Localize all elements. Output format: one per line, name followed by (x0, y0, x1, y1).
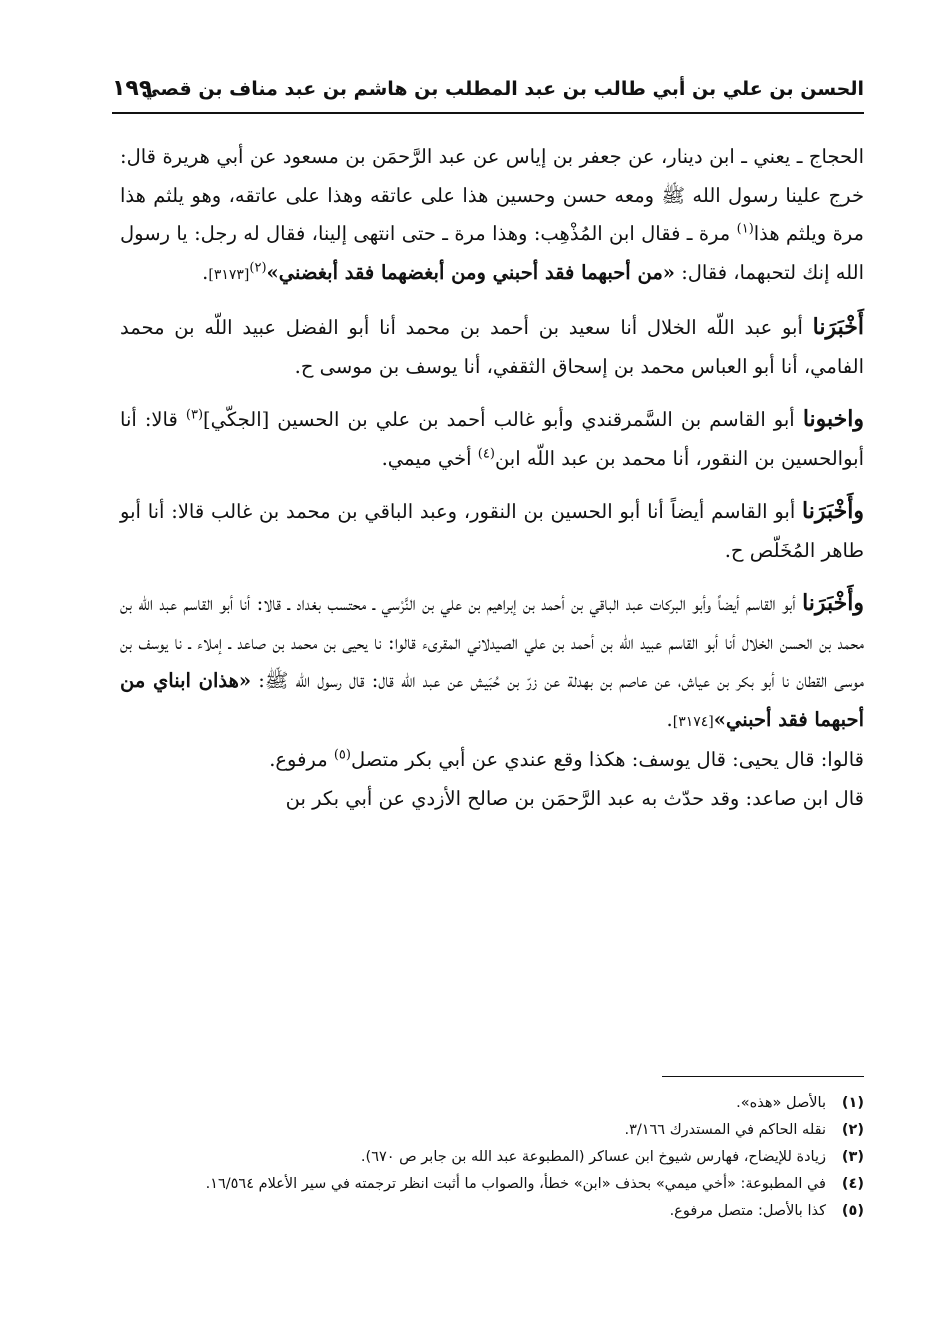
main-text (120, 138, 864, 818)
paragraph-5-lead: وأَخْبَرَنا (802, 590, 865, 616)
footnote-5 (120, 1198, 864, 1225)
paragraph-1-text-b: مرة ـ فقال ابن المُذْهِب: وهذا مرة ـ حتى انتهى إلينا، فقال له رجل: يا رسول الله إنك لتحبهما، فقال: (120, 222, 864, 284)
footnote-number: (٤) (841, 1176, 864, 1192)
footnote-text: بالأصل «هذه». (736, 1095, 826, 1111)
hadith-number-3174: [٣١٧٤] (672, 713, 714, 730)
footnote-ref-2: (٢) (249, 260, 267, 275)
paragraph-3-text-c: أخي ميمي. (381, 446, 472, 470)
paragraph-6 (120, 741, 864, 780)
footnote-text: كذا بالأصل: متصل مرفوع. (669, 1203, 826, 1219)
footnote-ref-3: (٣) (185, 407, 204, 423)
paragraph-4-lead: وأَخْبَرَنا (802, 498, 864, 524)
paragraph-4-text: أبو القاسم أيضاً أنا أبو الحسين بن النقور، وعبد الباقي بن محمد بن غالب قالا: أنا أبو طاهر المُخَلّص ح. (120, 500, 864, 562)
footnote-2 (120, 1117, 864, 1144)
paragraph-2-text: أبو عبد اللّه الخلال أنا سعيد بن أحمد بن محمد أنا أبو الفضل عبيد اللّه بن محمد الفامي، أنا أبو العباس محمد بن إسحاق الثقفي، أنا يوسف بن موسى ح. (120, 316, 864, 378)
paragraph-4 (120, 492, 864, 570)
footnote-3 (120, 1144, 864, 1171)
footnote-number: (٥) (841, 1203, 864, 1219)
hadith-quote-2: «هذان ابناي من أحبهما فقد أحبني» (120, 669, 864, 731)
footnote-4 (120, 1171, 864, 1198)
paragraph-1-end: . (202, 260, 209, 284)
footnote-1 (120, 1090, 864, 1117)
paragraph-1-text-a: الحجاج ـ يعني ـ ابن دينار، عن جعفر بن إياس عن عبد الرَّحمَن بن مسعود عن أبي هريرة قال: خرج علينا رسول الله ﷺ ومعه حسن وحسين هذا على عاتقه وهذا على عاتقه، وهو يلثم هذا مرة ويلثم هذا (120, 145, 865, 245)
footnote-rule (662, 1076, 864, 1077)
footnote-number: (١) (841, 1095, 864, 1111)
paragraph-7 (120, 780, 864, 819)
paragraph-1 (120, 138, 864, 294)
paragraph-6-text-a: قالوا: قال يحيى: قال يوسف: هكذا وقع عندي عن أبي بكر متصل (350, 748, 864, 771)
footnote-number: (٣) (841, 1149, 864, 1165)
footnote-text: زيادة للإيضاح، فهارس شيوخ ابن عساكر (المطبوعة عبد الله بن جابر ص ٦٧٠). (360, 1149, 826, 1165)
paragraph-6-text-b: مرفوع. (269, 748, 328, 771)
paragraph-5-text: أبو القاسم أيضاً وأبو البركات عبد الباقي بن أحمد بن إبراهيم بن علي بن النَّرْسي ـ محتسب بغداد ـ قالا: أنا أبو القاسم عبد اللّه بن محمد بن الحسن الخلال أنا أبو القاسم عبيد اللّه بن أحمد بن علي الصيدلاني المقرىء قالوا: نا يحيى بن محمد بن صاعد ـ إملاء ـ نا يوسف بن موسى القطان نا أبو بكر بن عياش، عن عاصم بن بهدلة عن زرّ بن حُبَيش عن عبد اللّه قال: قال رسول الله ﷺ: (120, 592, 864, 692)
footnote-text: في المطبوعة: «أخي ميمي» بحذف «ابن» خطأ، والصواب ما أثبت انظر ترجمته في سير الأعلام ١٦/٥٦٤. (205, 1176, 826, 1192)
footnote-ref-5: (٥) (333, 747, 351, 763)
page-number: ١٩٩ (112, 76, 153, 101)
footnote-ref-4: (٤) (477, 446, 495, 461)
hadith-quote-1: «من أحبهما فقد أحبني ومن أبغضهما فقد أبغضني» (266, 260, 675, 284)
footnotes (120, 1090, 864, 1225)
paragraph-2 (120, 308, 864, 386)
paragraph-7-text: قال ابن صاعد: وقد حدّث به عبد الرَّحمَن بن صالح الأزدي عن أبي بكر بن (285, 786, 864, 810)
paragraph-2-lead: أَخْبَرَنا (812, 314, 864, 340)
footnote-number: (٢) (841, 1122, 864, 1138)
paragraph-3-lead: واخبونا (802, 406, 864, 432)
running-title: الحسن بن علي بن أبي طالب بن عبد المطلب بن هاشم بن عبد مناف بن قصي (141, 78, 864, 100)
header-rule (112, 112, 864, 114)
footnote-text: نقله الحاكم في المستدرك ٣/١٦٦. (624, 1122, 826, 1138)
page-header (112, 72, 864, 112)
paragraph-3 (120, 400, 864, 478)
footnote-ref-1: (١) (736, 221, 754, 237)
paragraph-5-end: . (666, 707, 673, 731)
hadith-number-3173: [٣١٧٣] (208, 266, 250, 283)
paragraph-3-text-a: أبو القاسم بن السَّمرقندي وأبو غالب أحمد بن علي بن الحسين [الجكّي] (203, 408, 795, 431)
paragraph-3-text-b: قالا: أنا أبوالحسين بن النقور، أنا محمد بن عبد اللّه ابن (120, 408, 864, 470)
paragraph-5 (120, 584, 864, 741)
